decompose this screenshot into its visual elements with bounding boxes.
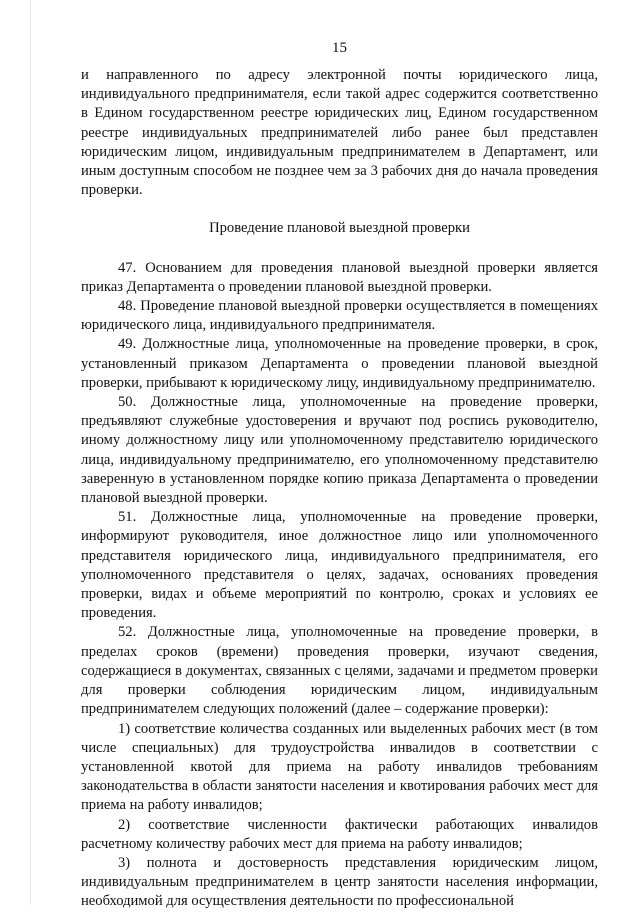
- document-page: [81, 38, 598, 912]
- paragraph-49: 49. Должностные лица, уполномоченные на проведение проверки, в срок, установленный приказом Департамента о проведении плановой выездной проверки, прибывают к юридическому лицу, индивидуальному предпринимателю.: [81, 336, 598, 391]
- paragraph-52: 52. Должностные лица, уполномоченные на проведение проверки, в пределах сроков (времени) проведения проверки, изучают сведения, содержащиеся в документах, связанных с целями, задачами и предметом проверки для проверки соблюдения юридическим лицом, индивидуальным предпринимателем следующих положений (далее – содержание проверки):: [81, 624, 598, 718]
- list-item-1: 1) соответствие количества созданных или выделенных рабочих мест (в том числе специальных) для трудоустройства инвалидов в соответствии с установленной квотой для приема на работу инвалидов требованиям законодательства в области занятости населения и квотирования рабочих мест для приема на работу инвалидов;: [81, 720, 598, 814]
- list-item-3: 3) полнота и достоверность представления юридическим лицом, индивидуальным предпринимателем в центр занятости населения информации, необходимой для осуществления деятельности по профессиональной: [81, 854, 598, 910]
- list-item-2: 2) соответствие численности фактически работающих инвалидов расчетному количеству рабочих мест для приема на работу инвалидов;: [81, 816, 598, 852]
- section-heading: Проведение плановой выездной проверки: [209, 220, 470, 237]
- paragraph-48: 48. Проведение плановой выездной проверки осуществляется в помещениях юридического лица, индивидуального предпринимателя.: [81, 298, 598, 334]
- paragraph-47: 47. Основанием для проведения плановой выездной проверки является приказ Департамента о проведении плановой выездной проверки.: [81, 259, 598, 295]
- paragraph-51: 51. Должностные лица, уполномоченные на проведение проверки, информируют руководителя, иное должностное лицо или уполномоченного представителя юридического лица, индивидуального предпринимателя, его уполномоченного представителя о целях, задачах, основаниях проведения проверки, видах и объеме мероприятий по контролю, сроках и условиях ее проведения.: [81, 509, 598, 622]
- paragraph-50: 50. Должностные лица, уполномоченные на проведение проверки, предъявляют служебные удостоверения и вручают под роспись руководителю, иному должностному лицу или уполномоченному представителю юридического лица, индивидуальному предпринимателю, его уполномоченному представителю заверенную в установленном порядке копию приказа Департамента о проведении плановой выездной проверки.: [81, 394, 598, 507]
- intro-paragraph: и направленного по адресу электронной почты юридического лица, индивидуального предпринимателя, если такой адрес содержится соответственно в Едином государственном реестре юридических лиц, Едином государственном реестре индивидуальных предпринимателей либо ранее был представлен юридическим лицом, индивидуальным предпринимателем в Департамент, или иным доступным способом не позднее чем за 3 рабочих дня до начала проведения проверки.: [81, 67, 598, 199]
- page-edge-line: [30, 0, 31, 905]
- page-number: 15: [332, 40, 347, 56]
